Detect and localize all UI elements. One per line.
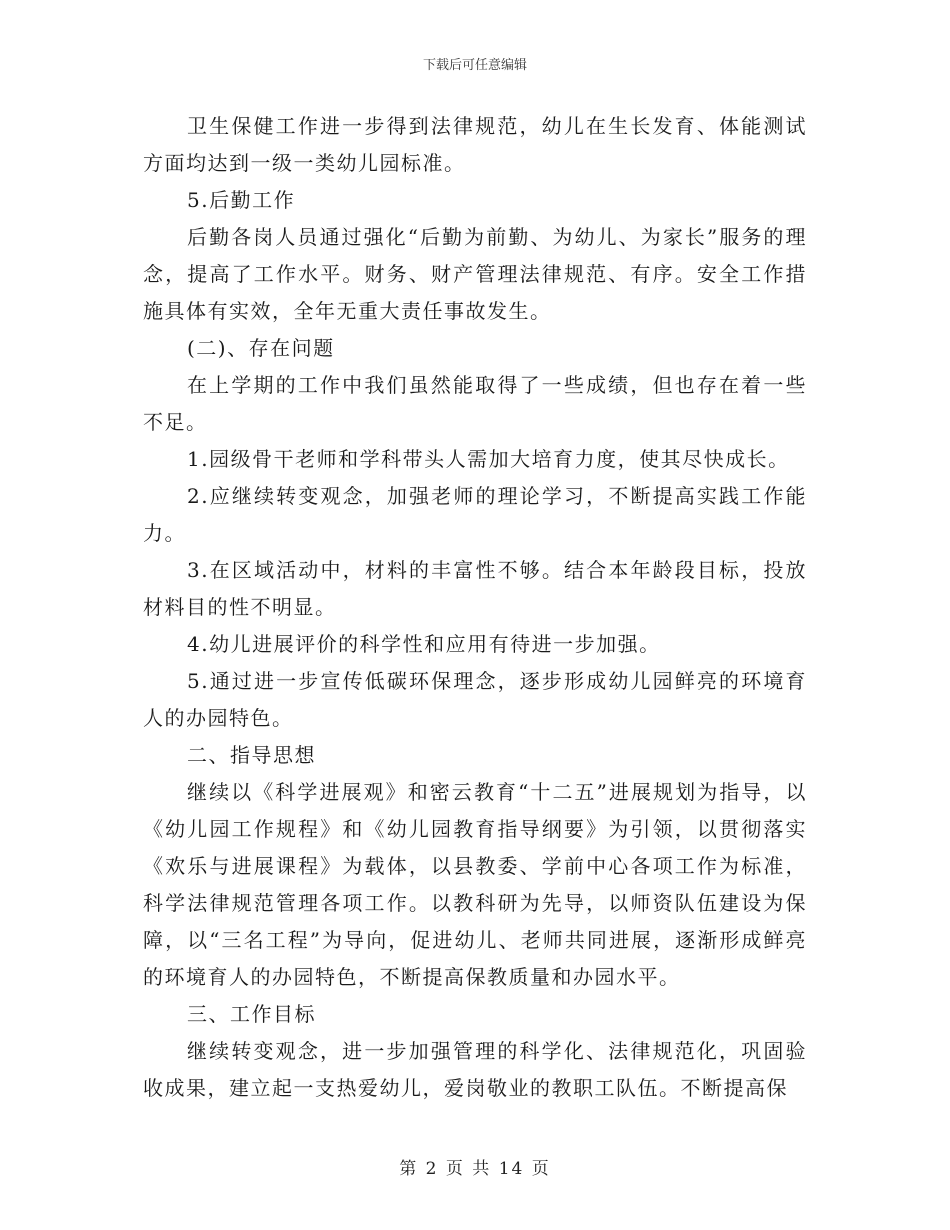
paragraph-work-goals: 继续转变观念，进一步加强管理的科学化、法律规范化，巩固验收成果，建立起一支热爱幼儿，爱岗敬业的教职工队伍。不断提高保 [143, 1039, 807, 1100]
heading-logistics: 5.后勤工作 [187, 188, 296, 212]
document-body [143, 108, 807, 1107]
page-number-footer: 第 2 页 共 14 页 [399, 1159, 551, 1179]
heading-problems: (二)、存在问题 [187, 336, 335, 360]
heading-guiding-ideology: 二、指导思想 [187, 743, 316, 767]
list-item-1: 1.园级骨干老师和学科带头人需加大培育力度，使其尽快成长。 [187, 447, 790, 471]
list-item-5: 5.通过进一步宣传低碳环保理念，逐步形成幼儿园鲜亮的环境育人的办园特色。 [143, 669, 807, 730]
list-item-2: 2.应继续转变观念，加强老师的理论学习，不断提高实践工作能力。 [143, 484, 807, 545]
list-item-3: 3.在区域活动中，材料的丰富性不够。结合本年龄段目标，投放材料目的性不明显。 [143, 558, 807, 619]
paragraph-hygiene: 卫生保健工作进一步得到法律规范，幼儿在生长发育、体能测试方面均达到一级一类幼儿园标准。 [143, 114, 807, 175]
page-header: 下载后可任意编辑 [422, 58, 527, 73]
paragraph-problems-intro: 在上学期的工作中我们虽然能取得了一些成绩，但也存在着一些不足。 [143, 373, 807, 434]
paragraph-logistics: 后勤各岗人员通过强化“后勤为前勤、为幼儿、为家长”服务的理念，提高了工作水平。财务、财产管理法律规范、有序。安全工作措施具体有实效，全年无重大责任事故发生。 [143, 225, 807, 323]
heading-work-goals: 三、工作目标 [187, 1002, 316, 1026]
paragraph-guiding-ideology: 继续以《科学进展观》和密云教育“十二五”进展规划为指导，以《幼儿园工作规程》和《幼儿园教育指导纲要》为引领，以贯彻落实《欢乐与进展课程》为载体，以县教委、学前中心各项工作为标准，科学法律规范管理各项工作。以教科研为先导，以师资队伍建设为保障，以“三名工程”为导向，促进幼儿、老师共同进展，逐渐形成鲜亮的环境育人的办园特色，不断提高保教质量和办园水平。 [143, 780, 807, 989]
list-item-4: 4.幼儿进展评价的科学性和应用有待进一步加强。 [187, 632, 661, 656]
